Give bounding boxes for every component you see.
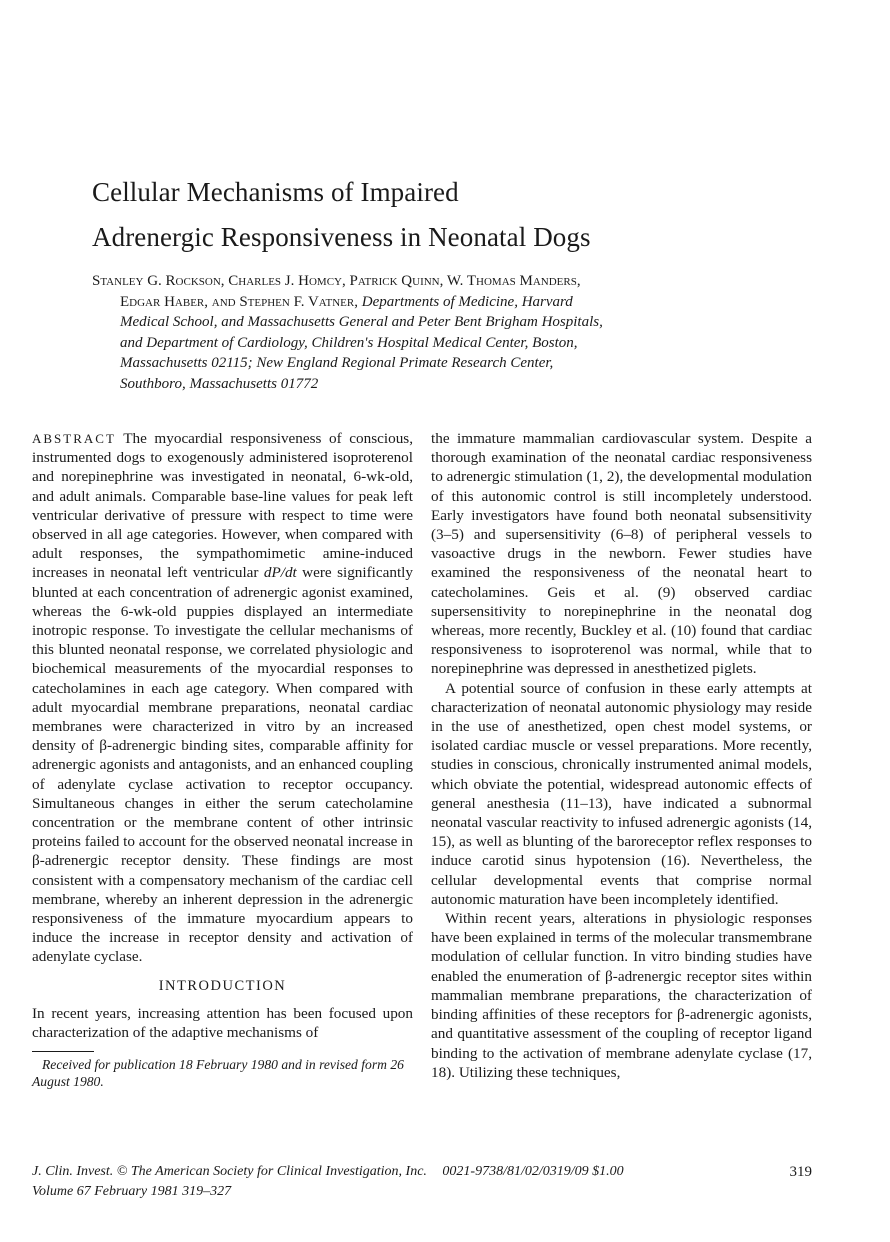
received-footnote: Received for publication 18 February 1980 and in revised form 26 August 1980. <box>32 1057 404 1090</box>
affiliation-line-5: Southboro, Massachusetts 01772 <box>120 375 319 392</box>
affiliation-line-1: Departments of Medicine, Harvard <box>357 293 573 310</box>
abstract-text-part-1: The myocardial responsiveness of conscious, instrumented dogs to exogenously administered isoproterenol and norepinephrine was investigated in neonatal, 6-wk-old, and adult animals. Comparable base-line values for peak left ventricular derivative of pressure with respect to time were observed in all age categories. However, when compared with adult responses, the sympathomimetic amine-induced increases in neonatal left ventricular <box>32 430 413 582</box>
author-names-line-2: Edgar Haber, and Stephen F. Vatner, <box>120 293 358 310</box>
title-line-1: Cellular Mechanisms of Impaired <box>92 177 459 207</box>
footnote-rule <box>32 1051 94 1052</box>
right-column <box>431 429 812 1082</box>
introduction-paragraph-continued: the immature mammalian cardiovascular system. Despite a thorough examination of the neonatal cardiac responsiveness to adrenergic stimulation (1, 2), the developmental modulation of this autonomic control is still incompletely understood. Early investigators have found both neonatal subsensitivity (3–5) and supersensitivity (6–8) of peripheral vessels to vasoactive drugs in the newborn. Fewer studies have examined the responsiveness of the neonatal heart to catecholamines. Geis et al. (9) observed cardiac supersensitivity to norepinephrine in the neonatal dog whereas, more recently, Buckley et al. (10) found that cardiac responsiveness to isoproterenol was normal, while that to norepinephrine was depressed in anesthetized piglets. <box>431 430 812 678</box>
affiliation-line-2: Medical School, and Massachusetts General and Peter Bent Brigham Hospitals, <box>120 314 603 330</box>
affiliation-line-4: Massachusetts 02115; New England Regional Primate Research Center, <box>120 355 554 371</box>
abstract-paragraph <box>32 429 413 967</box>
journal-code: 0021-9738/81/02/0319/09 $1.00 <box>442 1164 624 1179</box>
left-column <box>32 429 413 1090</box>
article-title <box>92 170 812 260</box>
volume-line: Volume 67 February 1981 319–327 <box>32 1184 232 1199</box>
abstract-label: ABSTRACT <box>32 431 116 446</box>
introduction-paragraph-start: In recent years, increasing attention has been focused upon characterization of the adaptive mechanisms of <box>32 1004 413 1042</box>
page-footer <box>32 1162 812 1202</box>
abstract-text-part-2: were significantly blunted at each concentration of adrenergic agonist examined, whereas the 6-wk-old puppies displayed an intermediate inotropic response. To investigate the cellular mechanisms of this blunted neonatal response, we correlated physiologic and biochemical measurements of the myocardial responses to catecholamines in each age category. When compared with adult myocardial membrane preparations, neonatal cardiac membranes were characterized in vitro by an increased density of β-adrenergic binding sites, comparable affinity for adrenergic agonists and antagonists, and an enhanced coupling of adenylate cyclase activation to receptor occupancy. Simultaneous changes in either the serum catecholamine concentration or the membrane content of other intrinsic proteins failed to account for the observed neonatal increase in β-adrenergic receptor density. These findings are most consistent with a compensatory mechanism of the cardiac cell membrane, whereby an inherent depression in the adrenergic responsiveness of the immature myocardium appears to induce the increase in receptor density and activation of adenylate cyclase. <box>32 564 413 966</box>
affiliation-line-3: and Department of Cardiology, Children's Hospital Medical Center, Boston, <box>120 334 578 351</box>
abstract-dpdt-term: dP/dt <box>263 564 297 582</box>
journal-citation: J. Clin. Invest. © The American Society for Clinical Investigation, Inc. <box>32 1164 427 1179</box>
page-number: 319 <box>789 1164 812 1180</box>
introduction-paragraph-2: A potential source of confusion in these early attempts at characterization of neonatal autonomic physiology may reside in the use of anesthetized, open chest model systems, or isolated cardiac muscle or vessel preparations. More recently, studies in conscious, chronically instrumented animal models, which obviate the potential, widespread autonomic effects of general anesthesia (11–13), have indicated a subnormal neonatal vascular reactivity to infused adrenergic agonists (14, 15), as well as blunting of the baroreceptor reflex responses to induce carotid sinus hypotension (16). Nevertheless, the cellular developmental events that comprise normal autonomic maturation have been incompletely identified. <box>431 679 812 908</box>
introduction-heading: INTRODUCTION <box>158 977 287 994</box>
author-names-line-1: Stanley G. Rockson, Charles J. Homcy, Patrick Quinn, W. Thomas Manders, <box>92 273 581 289</box>
introduction-paragraph-3: Within recent years, alterations in physiologic responses have been explained in terms of the molecular transmembrane modulation of cellular function. In vitro binding studies have enabled the enumeration of β-adrenergic receptor sites within mammalian membrane preparations, the characterization of binding affinities of these receptors for β-adrenergic agonists, and quantitative assessment of the coupling of receptor ligand binding to the activation of membrane adenylate cyclase (17, 18). Utilizing these techniques, <box>431 910 812 1081</box>
author-block <box>92 271 812 394</box>
title-line-2: Adrenergic Responsiveness in Neonatal Dogs <box>92 222 591 252</box>
